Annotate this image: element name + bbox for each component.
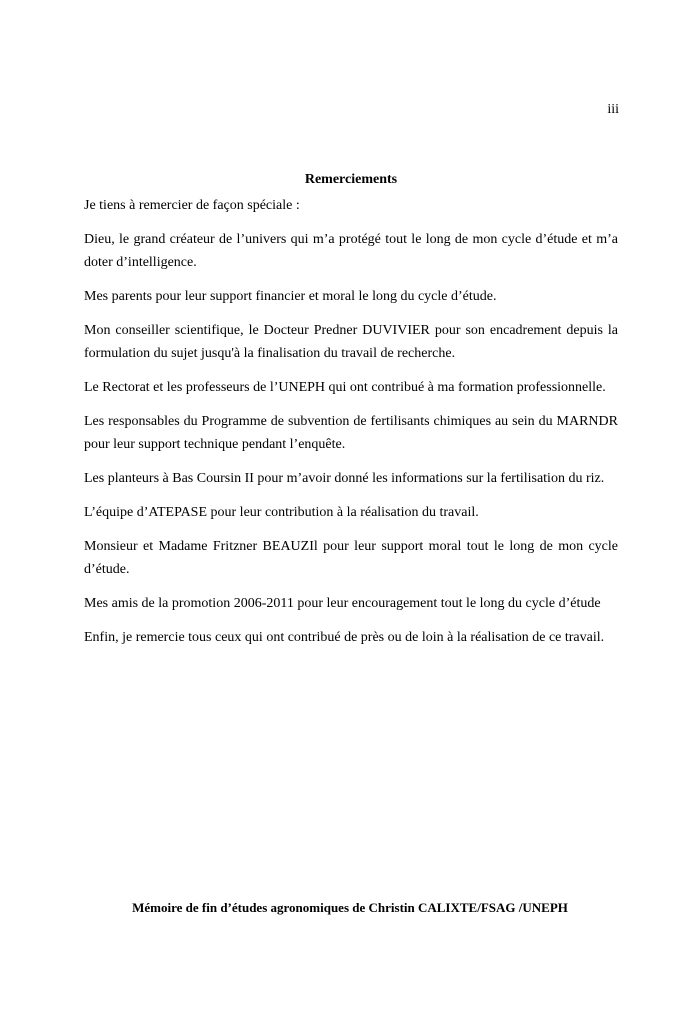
paragraph-god: Dieu, le grand créateur de l’univers qui m’a protégé tout le long de mon cycle d’étude et m’a doter d’intelligence.	[84, 232, 618, 270]
paragraph-rectorate: Le Rectorat et les professeurs de l’UNEPH qui ont contribué à ma formation professionnelle.	[84, 380, 606, 395]
section-title: Remerciements	[304, 172, 398, 187]
acknowledgements-section	[84, 170, 618, 660]
page-number: iii	[607, 102, 619, 117]
paragraph-closing: Enfin, je remercie tous ceux qui ont contribué de près ou de loin à la réalisation de ce travail.	[84, 630, 605, 645]
paragraph-advisor: Mon conseiller scientifique, le Docteur Predner DUVIVIER pour son encadrement depuis la formulation du sujet jusqu'à la finalisation du travail de recherche.	[84, 323, 618, 361]
paragraph-friends: Mes amis de la promotion 2006-2011 pour leur encouragement tout le long du cycle d’étude	[84, 596, 601, 611]
paragraph-beauzil: Monsieur et Madame Fritzner BEAUZIl pour leur support moral tout le long de mon cycle d’étude.	[84, 539, 618, 577]
paragraph-intro: Je tiens à remercier de façon spéciale :	[84, 198, 300, 213]
page-footer: Mémoire de fin d’études agronomiques de Christin CALIXTE/FSAG /UNEPH	[132, 900, 568, 915]
paragraph-planters: Les planteurs à Bas Coursin II pour m’avoir donné les informations sur la fertilisation du riz.	[84, 471, 605, 486]
paragraph-parents: Mes parents pour leur support financier et moral le long du cycle d’étude.	[84, 289, 497, 304]
paragraph-program: Les responsables du Programme de subvention de fertilisants chimiques au sein du MARNDR pour leur support technique pendant l’enquête.	[84, 414, 618, 452]
paragraph-atepase: L’équipe d’ATEPASE pour leur contribution à la réalisation du travail.	[84, 505, 479, 520]
